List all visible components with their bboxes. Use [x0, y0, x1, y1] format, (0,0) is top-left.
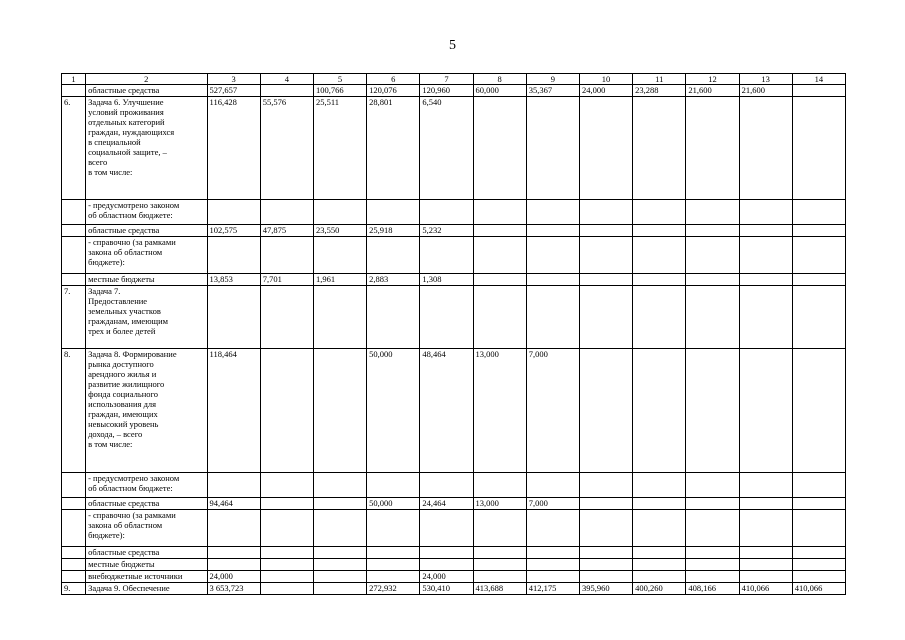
value-cell	[313, 286, 366, 349]
value-cell	[792, 510, 845, 547]
value-cell: 100,766	[313, 85, 366, 97]
value-cell	[792, 97, 845, 200]
row-index-cell: 6.	[62, 97, 86, 200]
value-cell	[420, 559, 473, 571]
value-cell	[633, 274, 686, 286]
value-cell	[526, 571, 579, 583]
value-cell: 120,076	[367, 85, 420, 97]
value-cell	[473, 547, 526, 559]
value-cell	[633, 286, 686, 349]
value-cell	[579, 559, 632, 571]
value-cell	[739, 286, 792, 349]
row-label-cell: областные средства	[86, 225, 207, 237]
row-index-cell: 9.	[62, 583, 86, 595]
value-cell: 410,066	[792, 583, 845, 595]
value-cell: 7,000	[526, 349, 579, 473]
value-cell	[686, 510, 739, 547]
value-cell	[367, 547, 420, 559]
value-cell	[579, 286, 632, 349]
value-cell	[526, 200, 579, 225]
value-cell	[473, 286, 526, 349]
row-label-cell: - справочно (за рамками закона об областном бюджете):	[86, 237, 207, 274]
value-cell	[633, 510, 686, 547]
value-cell	[633, 97, 686, 200]
column-number-4: 4	[260, 74, 313, 85]
value-cell: 25,511	[313, 97, 366, 200]
value-cell	[207, 200, 260, 225]
value-cell	[473, 571, 526, 583]
value-cell	[367, 200, 420, 225]
column-number-3: 3	[207, 74, 260, 85]
row-index-cell	[62, 274, 86, 286]
value-cell	[686, 559, 739, 571]
column-number-8: 8	[473, 74, 526, 85]
value-cell: 102,575	[207, 225, 260, 237]
value-cell: 21,600	[739, 85, 792, 97]
value-cell: 23,550	[313, 225, 366, 237]
value-cell	[260, 547, 313, 559]
value-cell	[260, 200, 313, 225]
value-cell	[579, 274, 632, 286]
column-number-5: 5	[313, 74, 366, 85]
value-cell: 1,308	[420, 274, 473, 286]
value-cell	[792, 498, 845, 510]
value-cell	[420, 547, 473, 559]
value-cell: 408,166	[686, 583, 739, 595]
value-cell	[260, 237, 313, 274]
value-cell: 7,000	[526, 498, 579, 510]
value-cell	[633, 559, 686, 571]
value-cell: 60,000	[473, 85, 526, 97]
column-number-14: 14	[792, 74, 845, 85]
value-cell: 1,961	[313, 274, 366, 286]
value-cell	[739, 237, 792, 274]
value-cell	[579, 200, 632, 225]
value-cell	[420, 200, 473, 225]
value-cell: 25,918	[367, 225, 420, 237]
column-number-6: 6	[367, 74, 420, 85]
row-index-cell	[62, 559, 86, 571]
value-cell	[579, 237, 632, 274]
row-label-cell: Задача 6. Улучшение условий проживания отдельных категорий граждан, нуждающихся в специальной социальной защите, – всего в том числе:	[86, 97, 207, 200]
value-cell	[686, 349, 739, 473]
value-cell	[367, 571, 420, 583]
value-cell	[792, 225, 845, 237]
value-cell: 24,000	[207, 571, 260, 583]
value-cell: 55,576	[260, 97, 313, 200]
column-number-11: 11	[633, 74, 686, 85]
value-cell	[792, 571, 845, 583]
value-cell	[792, 200, 845, 225]
table-row	[62, 200, 846, 225]
value-cell	[579, 225, 632, 237]
value-cell	[633, 225, 686, 237]
row-index-cell	[62, 510, 86, 547]
value-cell	[579, 473, 632, 498]
value-cell: 21,600	[686, 85, 739, 97]
table-row	[62, 286, 846, 349]
row-label-cell: Задача 8. Формирование рынка доступного арендного жилья и развитие жилищного фонда социального использования для граждан, имеющих невысокий уровень дохода, – всего в том числе:	[86, 349, 207, 473]
value-cell	[739, 473, 792, 498]
value-cell: 2,883	[367, 274, 420, 286]
value-cell	[633, 571, 686, 583]
row-label-cell: областные средства	[86, 547, 207, 559]
value-cell: 13,000	[473, 349, 526, 473]
header-row	[62, 74, 846, 85]
table-row	[62, 571, 846, 583]
value-cell	[473, 200, 526, 225]
row-label-cell: - справочно (за рамками закона об областном бюджете):	[86, 510, 207, 547]
value-cell	[739, 559, 792, 571]
table-row	[62, 473, 846, 498]
value-cell: 94,464	[207, 498, 260, 510]
table-row	[62, 498, 846, 510]
value-cell	[739, 225, 792, 237]
value-cell: 13,000	[473, 498, 526, 510]
value-cell	[579, 510, 632, 547]
row-label-cell: Задача 9. Обеспечение	[86, 583, 207, 595]
value-cell	[473, 97, 526, 200]
row-label-cell: Задача 7. Предоставление земельных участков гражданам, имеющим трех и более детей	[86, 286, 207, 349]
value-cell: 116,428	[207, 97, 260, 200]
table-row	[62, 97, 846, 200]
column-number-12: 12	[686, 74, 739, 85]
table-row	[62, 237, 846, 274]
column-number-7: 7	[420, 74, 473, 85]
value-cell	[579, 349, 632, 473]
value-cell	[473, 225, 526, 237]
value-cell	[420, 286, 473, 349]
table-row	[62, 547, 846, 559]
value-cell: 24,000	[579, 85, 632, 97]
value-cell: 47,875	[260, 225, 313, 237]
value-cell	[313, 349, 366, 473]
row-label-cell: местные бюджеты	[86, 274, 207, 286]
row-index-cell	[62, 473, 86, 498]
value-cell	[633, 547, 686, 559]
value-cell	[260, 559, 313, 571]
value-cell	[739, 200, 792, 225]
value-cell	[367, 473, 420, 498]
row-index-cell: 8.	[62, 349, 86, 473]
value-cell	[473, 510, 526, 547]
value-cell	[739, 97, 792, 200]
value-cell: 400,260	[633, 583, 686, 595]
value-cell	[313, 473, 366, 498]
budget-table	[61, 73, 846, 595]
value-cell	[739, 274, 792, 286]
value-cell	[739, 547, 792, 559]
value-cell	[633, 349, 686, 473]
row-label-cell: местные бюджеты	[86, 559, 207, 571]
value-cell	[260, 85, 313, 97]
value-cell	[526, 274, 579, 286]
value-cell	[526, 225, 579, 237]
value-cell	[473, 237, 526, 274]
value-cell: 48,464	[420, 349, 473, 473]
value-cell	[686, 237, 739, 274]
value-cell	[207, 237, 260, 274]
value-cell	[686, 571, 739, 583]
value-cell	[686, 97, 739, 200]
value-cell	[526, 547, 579, 559]
value-cell: 413,688	[473, 583, 526, 595]
value-cell	[792, 559, 845, 571]
value-cell	[367, 510, 420, 547]
value-cell	[633, 237, 686, 274]
table-row	[62, 583, 846, 595]
value-cell	[579, 97, 632, 200]
value-cell	[633, 200, 686, 225]
value-cell	[526, 473, 579, 498]
value-cell: 6,540	[420, 97, 473, 200]
value-cell	[792, 85, 845, 97]
value-cell: 3 653,723	[207, 583, 260, 595]
value-cell	[260, 498, 313, 510]
value-cell	[792, 237, 845, 274]
value-cell	[526, 237, 579, 274]
row-index-cell	[62, 200, 86, 225]
row-label-cell: - предусмотрено законом об областном бюджете:	[86, 473, 207, 498]
value-cell	[260, 286, 313, 349]
table-row	[62, 510, 846, 547]
row-label-cell: областные средства	[86, 498, 207, 510]
value-cell	[367, 559, 420, 571]
value-cell: 272,932	[367, 583, 420, 595]
value-cell	[792, 547, 845, 559]
value-cell	[313, 510, 366, 547]
value-cell	[207, 547, 260, 559]
value-cell	[473, 559, 526, 571]
value-cell: 7,701	[260, 274, 313, 286]
value-cell	[739, 571, 792, 583]
value-cell: 23,288	[633, 85, 686, 97]
value-cell	[313, 571, 366, 583]
table-row	[62, 559, 846, 571]
column-number-2: 2	[86, 74, 207, 85]
row-index-cell	[62, 498, 86, 510]
value-cell	[792, 274, 845, 286]
row-index-cell	[62, 225, 86, 237]
value-cell	[579, 498, 632, 510]
value-cell	[686, 225, 739, 237]
value-cell: 395,960	[579, 583, 632, 595]
value-cell: 120,960	[420, 85, 473, 97]
value-cell: 28,801	[367, 97, 420, 200]
value-cell	[367, 286, 420, 349]
page-number: 5	[449, 38, 456, 53]
value-cell: 118,464	[207, 349, 260, 473]
value-cell	[313, 237, 366, 274]
value-cell	[313, 547, 366, 559]
value-cell	[739, 349, 792, 473]
value-cell	[473, 473, 526, 498]
value-cell	[686, 498, 739, 510]
value-cell: 50,000	[367, 349, 420, 473]
value-cell	[367, 237, 420, 274]
value-cell	[473, 274, 526, 286]
value-cell	[207, 510, 260, 547]
value-cell	[792, 473, 845, 498]
value-cell	[260, 583, 313, 595]
row-index-cell	[62, 85, 86, 97]
column-number-1: 1	[62, 74, 86, 85]
value-cell: 410,066	[739, 583, 792, 595]
value-cell: 50,000	[367, 498, 420, 510]
value-cell	[526, 286, 579, 349]
value-cell	[686, 473, 739, 498]
table-row	[62, 225, 846, 237]
value-cell	[207, 286, 260, 349]
column-number-13: 13	[739, 74, 792, 85]
value-cell	[313, 498, 366, 510]
value-cell	[313, 559, 366, 571]
value-cell: 24,000	[420, 571, 473, 583]
value-cell: 35,367	[526, 85, 579, 97]
value-cell	[579, 547, 632, 559]
value-cell	[579, 571, 632, 583]
column-number-9: 9	[526, 74, 579, 85]
value-cell	[313, 583, 366, 595]
value-cell	[526, 97, 579, 200]
value-cell: 13,853	[207, 274, 260, 286]
value-cell	[526, 510, 579, 547]
value-cell: 527,657	[207, 85, 260, 97]
value-cell	[686, 274, 739, 286]
value-cell	[739, 498, 792, 510]
value-cell	[260, 571, 313, 583]
row-label-cell: - предусмотрено законом об областном бюджете:	[86, 200, 207, 225]
value-cell	[739, 510, 792, 547]
value-cell	[686, 286, 739, 349]
table-row	[62, 349, 846, 473]
row-index-cell	[62, 571, 86, 583]
value-cell	[420, 237, 473, 274]
value-cell	[526, 559, 579, 571]
row-label-cell: областные средства	[86, 85, 207, 97]
value-cell	[313, 200, 366, 225]
value-cell: 5,232	[420, 225, 473, 237]
value-cell	[792, 349, 845, 473]
value-cell	[420, 510, 473, 547]
value-cell	[633, 473, 686, 498]
value-cell: 530,410	[420, 583, 473, 595]
value-cell	[207, 473, 260, 498]
value-cell	[260, 510, 313, 547]
value-cell	[792, 286, 845, 349]
row-index-cell: 7.	[62, 286, 86, 349]
row-label-cell: внебюджетные источники	[86, 571, 207, 583]
row-index-cell	[62, 237, 86, 274]
value-cell: 24,464	[420, 498, 473, 510]
row-index-cell	[62, 547, 86, 559]
table-row	[62, 274, 846, 286]
column-number-10: 10	[579, 74, 632, 85]
value-cell	[420, 473, 473, 498]
value-cell	[633, 498, 686, 510]
table-row	[62, 85, 846, 97]
value-cell	[260, 349, 313, 473]
value-cell	[686, 200, 739, 225]
value-cell	[686, 547, 739, 559]
value-cell	[207, 559, 260, 571]
value-cell	[260, 473, 313, 498]
value-cell: 412,175	[526, 583, 579, 595]
